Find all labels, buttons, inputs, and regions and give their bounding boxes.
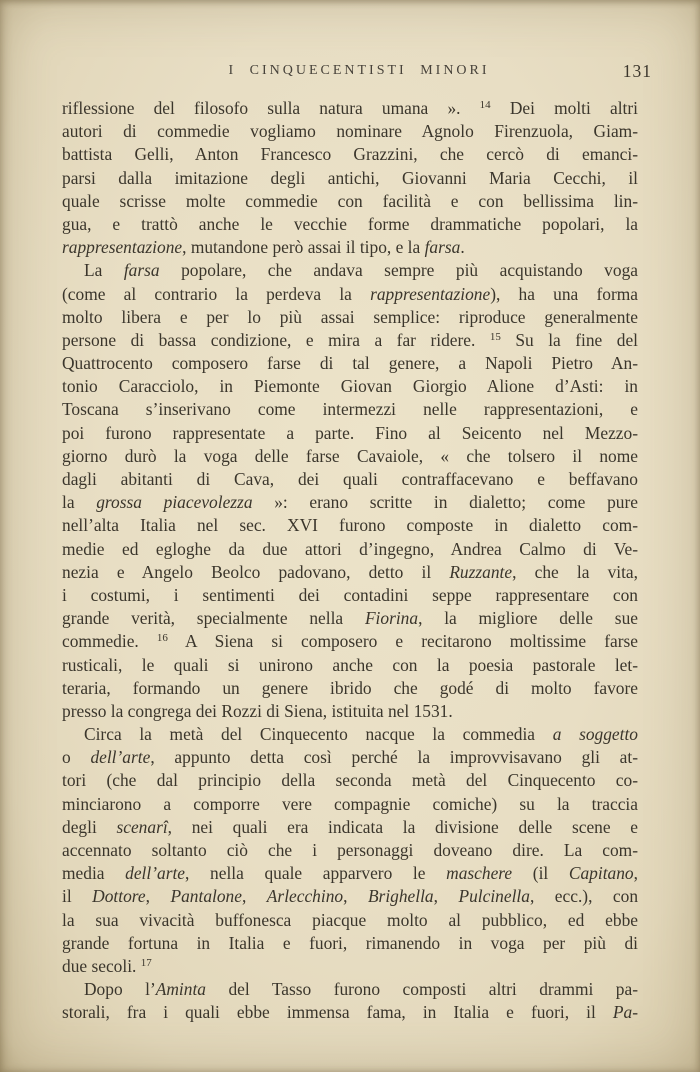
paragraph bbox=[62, 97, 638, 259]
text-segment: Dei molti altri bbox=[490, 98, 639, 118]
text-line bbox=[62, 422, 638, 445]
text-line bbox=[62, 190, 638, 213]
text-line bbox=[62, 120, 638, 143]
paragraph bbox=[62, 978, 638, 1024]
text-segment: Aminta bbox=[155, 979, 206, 1000]
text-line bbox=[62, 306, 638, 329]
text-segment: teraria, formando un genere ibrido che godé di molto favore bbox=[62, 677, 638, 698]
text-segment: , che la vita, bbox=[512, 561, 638, 582]
text-line bbox=[62, 700, 638, 723]
text-segment: accennato soltanto ciò che i personaggi doveano dire. La com- bbox=[62, 840, 638, 860]
text-segment: riflessione del filosofo sulla natura umana ». bbox=[62, 98, 480, 118]
text-segment: maschere bbox=[446, 863, 513, 884]
text-line bbox=[62, 259, 638, 282]
text-segment: Capitano bbox=[568, 863, 634, 884]
text-segment: rappresentazione bbox=[370, 283, 491, 304]
text-line bbox=[62, 584, 638, 607]
text-segment: a soggetto bbox=[552, 724, 638, 745]
text-segment: grande verità, specialmente nella bbox=[62, 608, 365, 629]
text-segment: Su la fine del bbox=[500, 329, 639, 350]
text-line bbox=[62, 978, 638, 1001]
text-segment: Arlecchino bbox=[266, 886, 344, 907]
text-segment: medie ed egloghe da due attori d’ingegno, Andrea Calmo di Ve- bbox=[62, 538, 638, 559]
text-segment: molto libera e per lo più assai semplice: riproduce generalmente bbox=[62, 306, 638, 327]
text-segment: , ecc.), con bbox=[529, 886, 639, 907]
text-segment: persone di bassa condizione, e mira a far ridere. bbox=[62, 329, 490, 350]
text-segment: Pa- bbox=[612, 1002, 638, 1023]
text-line bbox=[62, 723, 638, 746]
text-segment: Pulcinella bbox=[458, 886, 530, 907]
text-segment: , bbox=[433, 886, 459, 907]
text-line bbox=[62, 816, 638, 839]
text-line bbox=[62, 793, 638, 816]
text-segment: Pantalone bbox=[170, 886, 242, 907]
text-line bbox=[62, 932, 638, 955]
text-segment: , bbox=[241, 886, 267, 907]
text-segment: del Tasso furono composti altri drammi pa- bbox=[206, 979, 638, 1000]
text-segment: Fiorina bbox=[364, 608, 419, 629]
text-segment: (il bbox=[512, 863, 569, 884]
text-segment: Toscana s’inserivano come intermezzi nelle rappresentazioni, e bbox=[62, 399, 638, 420]
text-line bbox=[62, 862, 638, 885]
text-segment: , bbox=[343, 886, 368, 907]
text-segment: poi furono rappresentate a parte. Fino al Seicento nel Mezzo- bbox=[62, 422, 638, 443]
footnote-ref: 14 bbox=[479, 99, 491, 111]
text-segment: degli bbox=[62, 816, 117, 837]
text-segment: dell’arte bbox=[90, 747, 151, 768]
text-segment: giorno durò la voga delle farse Cavaiole, « che tolsero il nome bbox=[62, 445, 638, 466]
text-line bbox=[62, 398, 638, 421]
text-segment: , mutandone però assai il tipo, e la bbox=[182, 237, 425, 258]
text-segment: scenarî bbox=[116, 816, 168, 837]
text-line bbox=[62, 514, 638, 537]
text-segment: La bbox=[84, 260, 124, 281]
text-segment: , appunto detta così perché la improvvisavano gli at- bbox=[150, 747, 639, 768]
text-line bbox=[62, 909, 638, 932]
text-segment: »: erano scritte in dialetto; come pure bbox=[252, 492, 638, 513]
text-segment: dell’arte bbox=[125, 863, 186, 884]
text-segment: Brighella bbox=[367, 886, 434, 907]
text-segment: rappresentazione bbox=[62, 237, 183, 258]
page-number: 131 bbox=[622, 61, 652, 81]
running-head bbox=[62, 61, 652, 85]
text-line bbox=[62, 955, 638, 978]
text-segment: popolare, che andava sempre più acquistando voga bbox=[159, 260, 638, 281]
footnote-ref: 16 bbox=[156, 632, 168, 645]
paragraph bbox=[62, 723, 638, 978]
paragraph bbox=[62, 259, 638, 723]
text-line bbox=[62, 607, 638, 630]
text-line bbox=[62, 375, 638, 398]
text-segment: i costumi, i sentimenti dei contadini seppe rappresentare con bbox=[62, 584, 638, 605]
text-segment: o bbox=[62, 747, 91, 768]
text-line bbox=[62, 283, 638, 306]
text-segment: farsa bbox=[123, 260, 160, 281]
text-segment: la sua vivacità buffonesca piacque molto al pubblico, ed ebbe bbox=[62, 909, 638, 930]
text-line bbox=[62, 654, 638, 677]
text-segment: storali, fra i quali ebbe immensa fama, in Italia e fuori, il bbox=[62, 1002, 613, 1023]
text-segment: la bbox=[62, 492, 97, 513]
text-line bbox=[62, 143, 638, 166]
text-segment: parsi dalla imitazione degli antichi, Giovanni Maria Cecchi, il bbox=[62, 167, 638, 188]
text-line bbox=[62, 677, 638, 700]
text-segment: Quattrocento composero farse di tal genere, a Napoli Pietro An- bbox=[62, 353, 638, 374]
text-segment: , nei quali era indicata la divisione delle scene e bbox=[167, 816, 638, 837]
text-block bbox=[62, 97, 638, 1025]
text-line bbox=[62, 630, 638, 653]
text-segment: Circa la metà del Cinquecento nacque la commedia bbox=[84, 724, 553, 745]
text-segment: battista Gelli, Anton Francesco Grazzini, che cercò di emanci- bbox=[62, 144, 638, 165]
text-line bbox=[62, 538, 638, 561]
text-line bbox=[62, 491, 638, 514]
text-segment: ), ha una forma bbox=[490, 283, 638, 304]
text-line bbox=[62, 352, 638, 375]
text-segment: commedie. bbox=[62, 631, 157, 652]
text-segment: grossa piacevolezza bbox=[96, 492, 253, 513]
text-segment: , la migliore delle sue bbox=[418, 608, 638, 629]
text-line bbox=[62, 167, 638, 190]
text-segment: il bbox=[62, 886, 93, 907]
text-segment: presso la congrega dei Rozzi di Siena, istituita nel 1531. bbox=[62, 700, 453, 721]
text-line bbox=[62, 445, 638, 468]
text-line bbox=[62, 885, 638, 908]
text-segment: autori di commedie vogliamo nominare Agnolo Firenzuola, Giam- bbox=[62, 121, 638, 142]
text-line bbox=[62, 213, 638, 236]
text-segment: , bbox=[145, 886, 171, 907]
text-segment: tonio Caracciolo, in Piemonte Giovan Giorgio Alione d’Asti: in bbox=[62, 376, 638, 397]
text-segment: Dopo l’ bbox=[84, 979, 156, 1000]
text-segment: . bbox=[460, 237, 465, 258]
text-segment: , nella quale apparvero le bbox=[185, 863, 447, 884]
text-line bbox=[62, 97, 638, 120]
text-segment: nezia e Angelo Beolco padovano, detto il bbox=[62, 561, 450, 582]
text-segment: farsa bbox=[424, 237, 461, 258]
text-line bbox=[62, 769, 638, 792]
text-line bbox=[62, 746, 638, 769]
text-segment: grande fortuna in Italia e fuori, rimanendo in voga per più di bbox=[62, 932, 638, 953]
text-segment: nell’alta Italia nel sec. XVI furono composte in dialetto com- bbox=[62, 515, 638, 536]
text-segment: gua, e trattò anche le vecchie forme drammatiche popolari, la bbox=[62, 213, 638, 234]
text-segment: quale scrisse molte commedie con facilità e con bellissima lin- bbox=[62, 190, 638, 211]
text-line bbox=[62, 329, 638, 352]
text-line bbox=[62, 561, 638, 584]
text-segment: minciarono a comporre vere compagnie comiche) su la traccia bbox=[62, 793, 638, 814]
text-segment: A Siena si composero e recitarono moltissime farse bbox=[167, 631, 638, 652]
text-segment: Ruzzante bbox=[449, 561, 513, 582]
text-segment: rusticali, le quali si unirono anche con la poesia pastorale let- bbox=[62, 654, 638, 675]
text-segment: , bbox=[633, 863, 638, 884]
text-segment: (come al contrario la perdeva la bbox=[62, 283, 371, 304]
text-line bbox=[62, 468, 638, 491]
text-line bbox=[62, 1001, 638, 1024]
footnote-ref: 17 bbox=[140, 956, 152, 969]
running-header-title: I CINQUECENTISTI MINORI bbox=[228, 63, 490, 78]
text-segment: Dottore bbox=[92, 886, 146, 907]
footnote-ref: 15 bbox=[489, 330, 501, 343]
text-segment: dagli abitanti di Cava, dei quali contraffacevano e beffavano bbox=[62, 469, 638, 489]
text-segment: media bbox=[62, 863, 126, 884]
text-segment: tori (che dal principio della seconda metà del Cinquecento co- bbox=[62, 770, 638, 791]
text-segment: due secoli. bbox=[62, 955, 141, 976]
text-line bbox=[62, 839, 638, 862]
text-line bbox=[62, 236, 638, 259]
